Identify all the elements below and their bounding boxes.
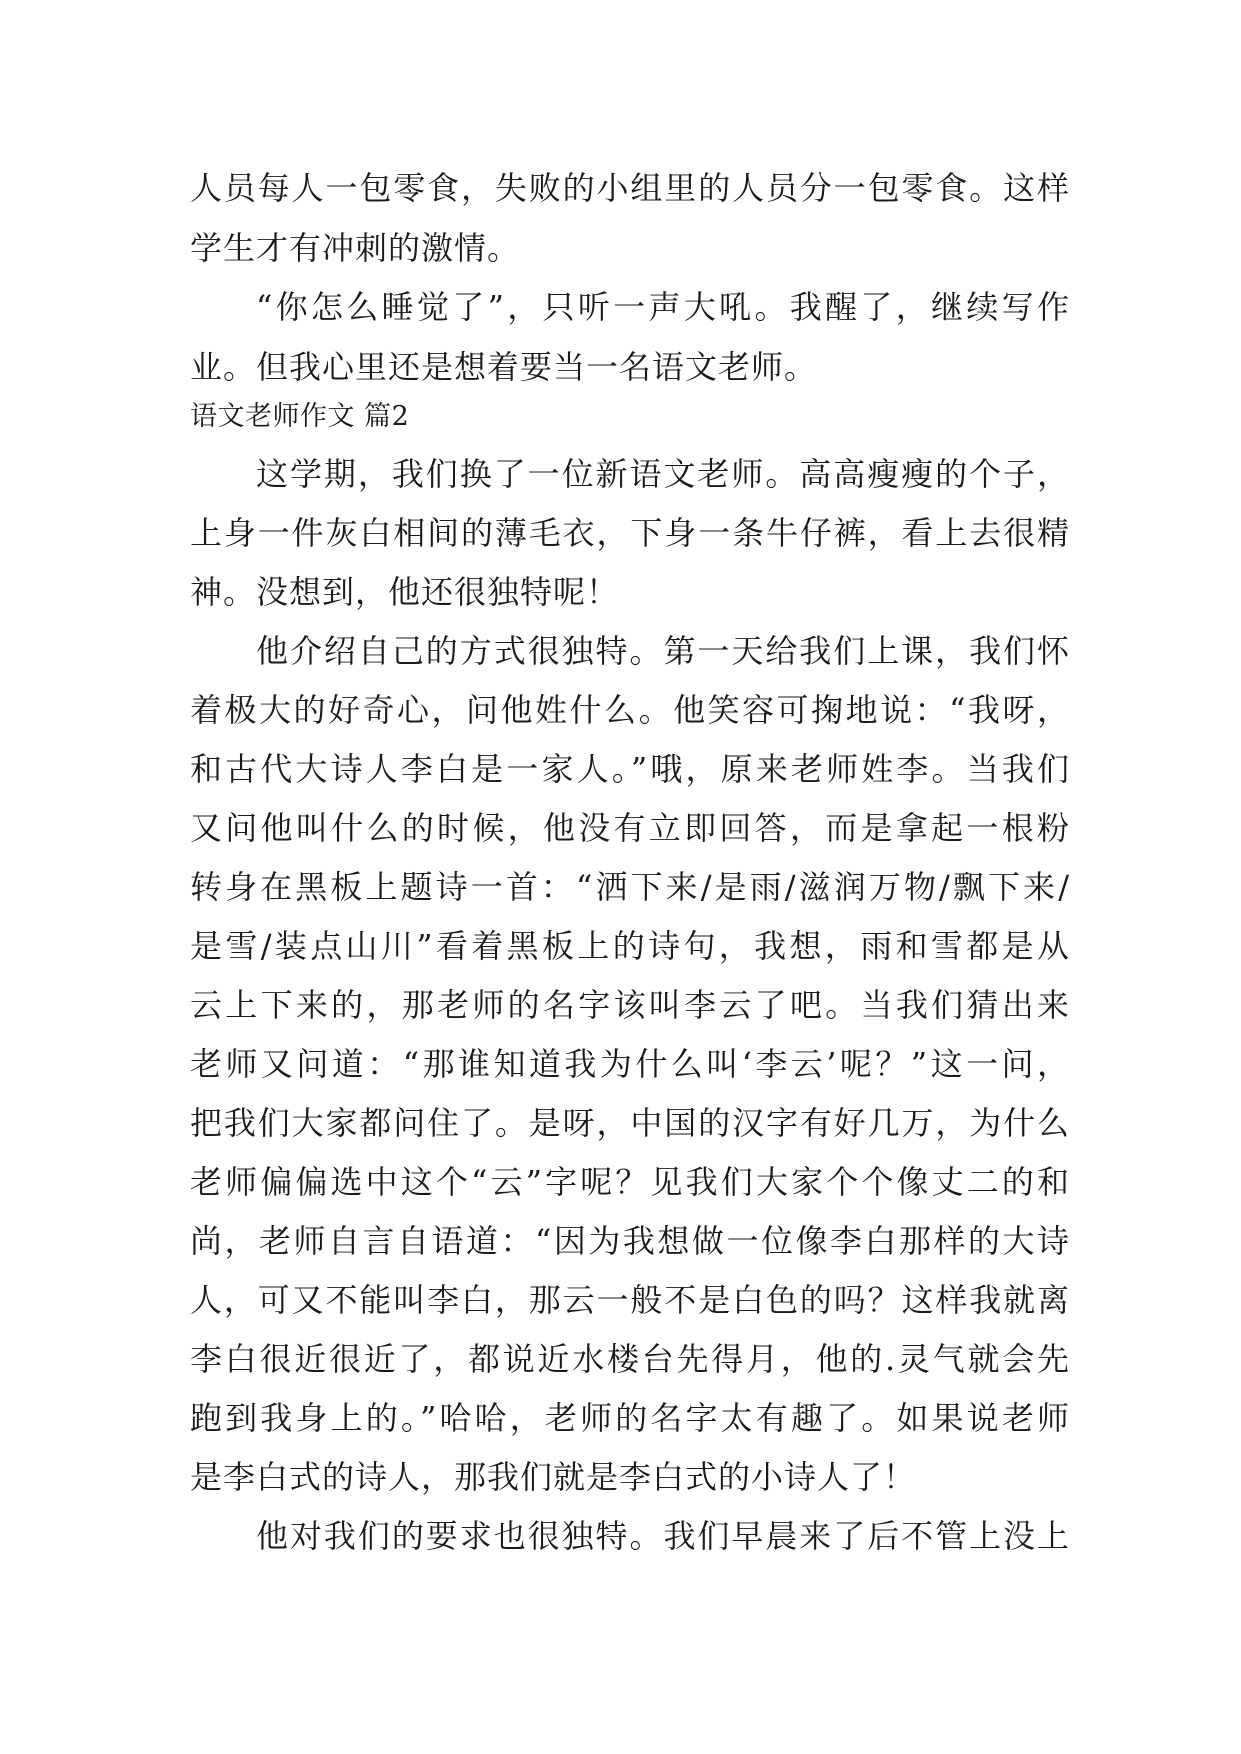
text-line: 又问他叫什么的时候，他没有立即回答，而是拿起一根粉	[190, 809, 1070, 847]
text-line: 跑到我身上的。”哈哈，老师的名字太有趣了。如果说老师	[190, 1399, 1070, 1437]
section-heading: 语文老师作文 篇2	[190, 401, 410, 432]
text-line: 这学期，我们换了一位新语文老师。高高瘦瘦的个子，	[256, 455, 1070, 493]
text-line: 神。没想到，他还很独特呢！	[190, 573, 620, 611]
text-line: 把我们大家都问住了。是呀，中国的汉字有好几万，为什么	[190, 1104, 1070, 1142]
text-line: 学生才有冲刺的激情。	[190, 229, 521, 267]
text-line: 转身在黑板上题诗一首：“洒下来/是雨/滋润万物/飘下来/	[190, 868, 1070, 906]
text-line: 上身一件灰白相间的薄毛衣，下身一条牛仔裤，看上去很精	[190, 514, 1070, 552]
text-line: 他介绍自己的方式很独特。第一天给我们上课，我们怀	[256, 632, 1070, 670]
text-line: 老师偏偏选中这个“云”字呢？见我们大家个个像丈二的和	[190, 1163, 1070, 1201]
text-line: 尚，老师自言自语道：“因为我想做一位像李白那样的大诗	[190, 1222, 1070, 1260]
text-line: 是雪/装点山川”看着黑板上的诗句，我想，雨和雪都是从	[190, 927, 1070, 965]
text-line: 他对我们的要求也很独特。我们早晨来了后不管上没上	[256, 1517, 1070, 1555]
text-line: “你怎么睡觉了”，只听一声大吼。我醒了，继续写作	[256, 288, 1070, 326]
text-line: 李白很近很近了，都说近水楼台先得月，他的.灵气就会先	[190, 1340, 1070, 1378]
text-line: 和古代大诗人李白是一家人。”哦，原来老师姓李。当我们	[190, 750, 1070, 788]
text-line: 着极大的好奇心，问他姓什么。他笑容可掬地说：“我呀，	[190, 691, 1070, 729]
text-line: 老师又问道：“那谁知道我为什么叫‘李云’呢？”这一问，	[190, 1045, 1070, 1083]
text-line: 业。但我心里还是想着要当一名语文老师。	[190, 348, 818, 386]
text-line: 云上下来的，那老师的名字该叫李云了吧。当我们猜出来	[190, 986, 1070, 1024]
text-line: 人，可又不能叫李白，那云一般不是白色的吗？这样我就离	[190, 1281, 1070, 1319]
text-line: 是李白式的诗人，那我们就是李白式的小诗人了！	[190, 1458, 917, 1496]
text-line: 人员每人一包零食，失败的小组里的人员分一包零食。这样	[190, 169, 1070, 207]
